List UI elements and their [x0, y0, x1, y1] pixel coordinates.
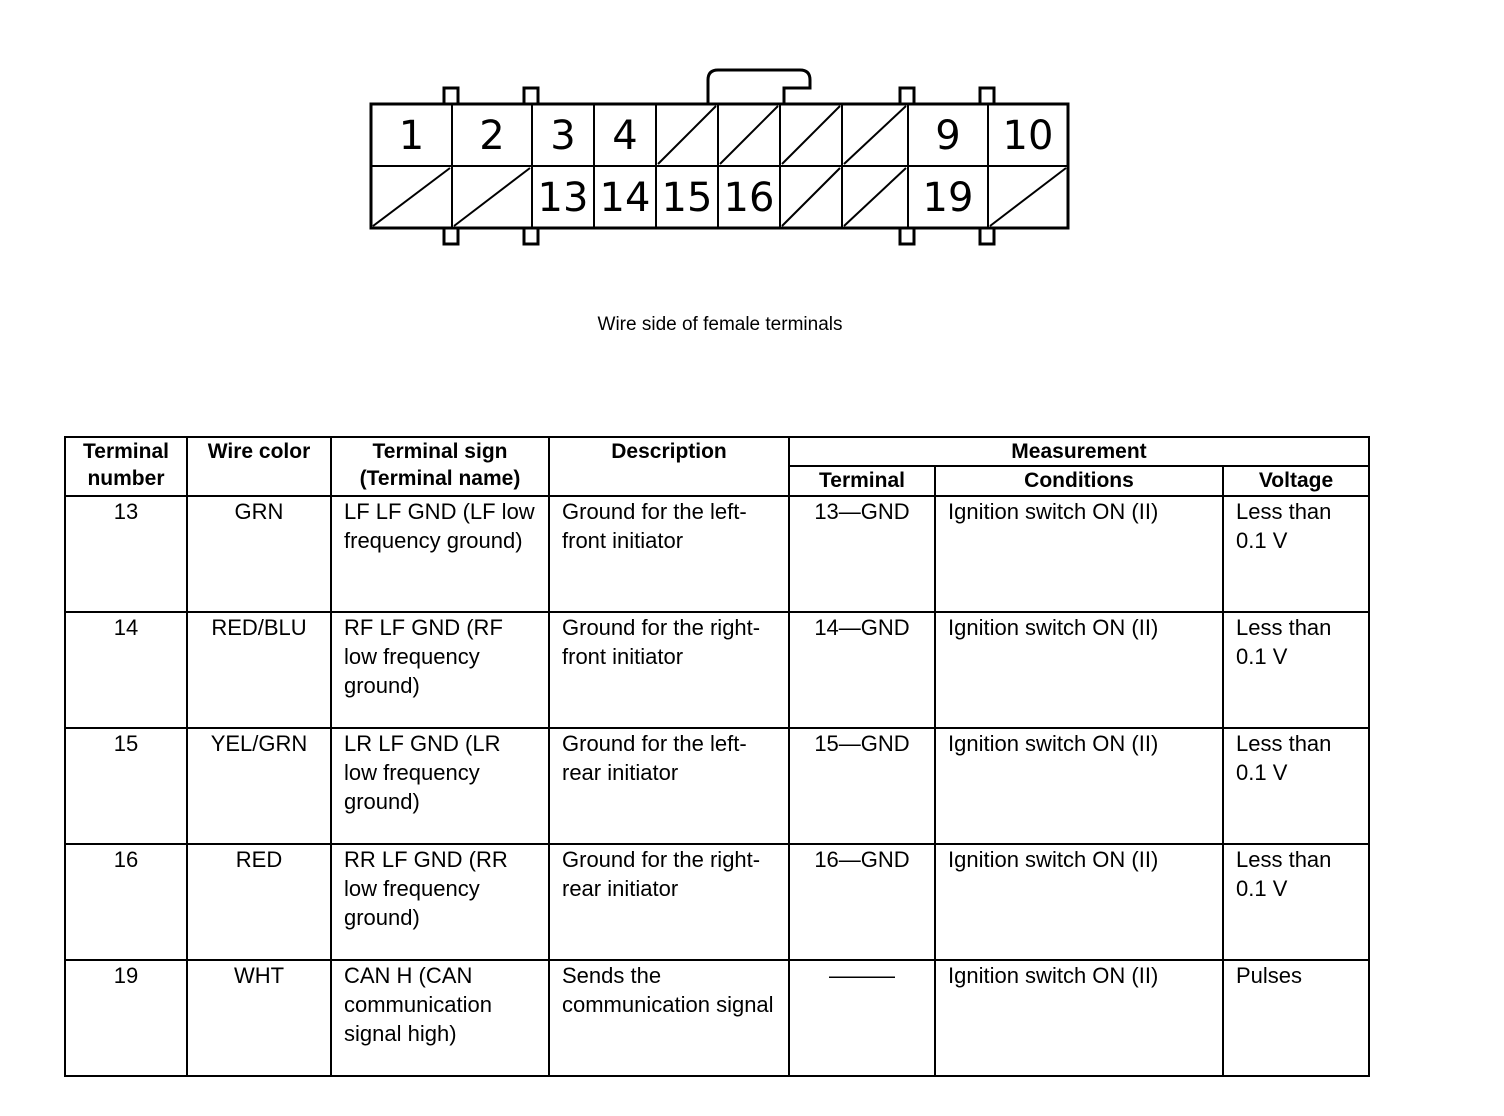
connector-caption: Wire side of female terminals [597, 314, 843, 335]
description-cell: Ground for the left-rear initiator [549, 728, 789, 844]
measurement-terminal-cell: 13—GND [789, 496, 935, 612]
conditions-cell: Ignition switch ON (II) [935, 496, 1223, 612]
table-row [65, 496, 1369, 612]
conditions-cell: Ignition switch ON (II) [935, 728, 1223, 844]
table-row [65, 844, 1369, 960]
terminal-sign-cell: LF LF GND (LF low frequency ground) [331, 496, 549, 612]
terminal-number-cell: 14 [65, 612, 187, 728]
terminal-sign-cell: RF LF GND (RF low frequency ground) [331, 612, 549, 728]
header-terminal: Terminal [789, 466, 935, 496]
voltage-cell: Less than 0.1 V [1223, 612, 1369, 728]
terminal-10-label: 10 [1002, 113, 1054, 159]
header-terminal-sign: Terminal sign (Terminal name) [331, 437, 549, 496]
voltage-cell: Less than 0.1 V [1223, 728, 1369, 844]
terminal-number-cell: 13 [65, 496, 187, 612]
terminal-9-label: 9 [935, 113, 961, 159]
table-row [65, 960, 1369, 1076]
terminal-4-label: 4 [612, 113, 638, 159]
header-measurement: Measurement [789, 437, 1369, 466]
terminal-table [64, 436, 1370, 1077]
measurement-terminal-cell: 16—GND [789, 844, 935, 960]
terminal-sign-cell: CAN H (CAN communication signal high) [331, 960, 549, 1076]
measurement-terminal-cell: ——— [789, 960, 935, 1076]
description-cell: Sends the communication signal [549, 960, 789, 1076]
header-voltage: Voltage [1223, 466, 1369, 496]
description-cell: Ground for the right-rear initiator [549, 844, 789, 960]
terminal-19-label: 19 [922, 175, 974, 221]
wire-color-cell: RED [187, 844, 331, 960]
terminal-number-cell: 15 [65, 728, 187, 844]
voltage-cell: Pulses [1223, 960, 1369, 1076]
header-conditions: Conditions [935, 466, 1223, 496]
terminal-15-label: 15 [661, 175, 713, 221]
voltage-cell: Less than 0.1 V [1223, 496, 1369, 612]
header-terminal-number: Terminal number [65, 437, 187, 496]
table-row [65, 612, 1369, 728]
header-description: Description [549, 437, 789, 496]
measurement-terminal-cell: 14—GND [789, 612, 935, 728]
description-cell: Ground for the right-front initiator [549, 612, 789, 728]
description-cell: Ground for the left-front initiator [549, 496, 789, 612]
terminal-2-label: 2 [479, 113, 505, 159]
terminal-14-label: 14 [599, 175, 651, 221]
voltage-cell: Less than 0.1 V [1223, 844, 1369, 960]
terminal-16-label: 16 [723, 175, 775, 221]
terminal-sign-cell: RR LF GND (RR low frequency ground) [331, 844, 549, 960]
connector-latch [708, 70, 810, 104]
terminal-1-label: 1 [398, 113, 425, 159]
table-row [65, 728, 1369, 844]
terminal-13-label: 13 [537, 175, 589, 221]
header-wire-color: Wire color [187, 437, 331, 496]
conditions-cell: Ignition switch ON (II) [935, 612, 1223, 728]
terminal-number-cell: 19 [65, 960, 187, 1076]
conditions-cell: Ignition switch ON (II) [935, 960, 1223, 1076]
terminal-3-label: 3 [550, 113, 576, 159]
wire-color-cell: WHT [187, 960, 331, 1076]
wire-color-cell: GRN [187, 496, 331, 612]
wire-color-cell: YEL/GRN [187, 728, 331, 844]
terminal-number-cell: 16 [65, 844, 187, 960]
wire-color-cell: RED/BLU [187, 612, 331, 728]
terminal-sign-cell: LR LF GND (LR low frequency ground) [331, 728, 549, 844]
measurement-terminal-cell: 15—GND [789, 728, 935, 844]
connector-diagram [360, 60, 1080, 260]
conditions-cell: Ignition switch ON (II) [935, 844, 1223, 960]
